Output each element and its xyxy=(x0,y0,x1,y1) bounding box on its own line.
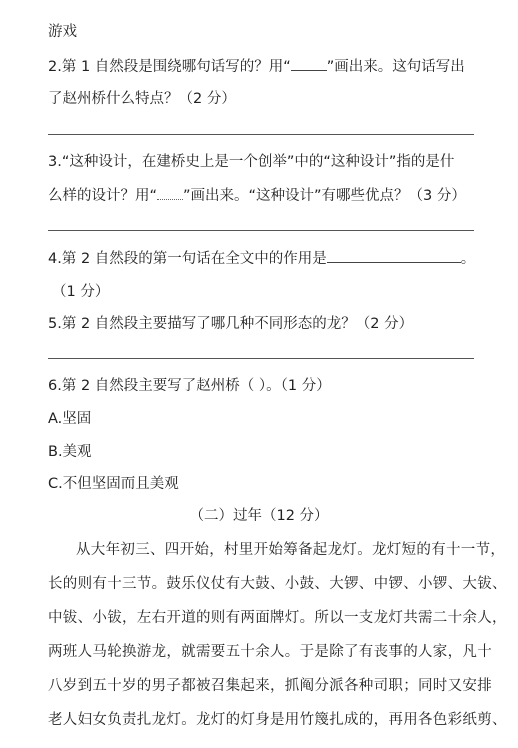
dotted-blank xyxy=(157,185,183,200)
question-6-line-1: 6.第 2 自然段主要写了赵州桥（ ）。（1 分） xyxy=(48,378,331,394)
question-2-line-2: 了赵州桥什么特点？（2 分） xyxy=(48,91,236,107)
question-2-line-1 xyxy=(48,56,465,77)
question-3-text-a: 么样的设计？用“ xyxy=(48,188,158,204)
answer-line[interactable] xyxy=(48,358,474,359)
passage-line: 老人妇女负责扎龙灯。龙灯的灯身是用竹篾扎成的，再用各色彩纸剪、 xyxy=(48,712,507,728)
option-b[interactable]: B.美观 xyxy=(48,444,92,460)
question-4-text-a: 4.第 2 自然段的第一句话在全文中的作用是 xyxy=(48,251,327,267)
question-4-line-2: （1 分） xyxy=(52,284,110,300)
answer-line[interactable] xyxy=(48,134,474,135)
answer-line[interactable] xyxy=(48,230,474,231)
question-3-line-1: 3.“这种设计，在建桥史上是一个创举”中的“这种设计”指的是什 xyxy=(48,154,455,170)
question-5-line-1: 5.第 2 自然段主要描写了哪几种不同形态的龙？（2 分） xyxy=(48,316,414,332)
passage-line: 长的则有十三节。鼓乐仪仗有大鼓、小鼓、大锣、中锣、小锣、大钹、 xyxy=(48,576,507,592)
passage-line: 中钹、小钹，左右开道的则有两面牌灯。所以一支龙灯共需二十余人， xyxy=(48,610,507,626)
question-2-text-b: ”画出来。这句话写出 xyxy=(326,59,465,75)
continued-text: 游戏 xyxy=(48,24,77,40)
passage-line: 两班人马轮换游龙，就需要五十余人。于是除了有丧事的人家，凡十 xyxy=(48,644,492,660)
option-a[interactable]: A.坚固 xyxy=(48,411,92,427)
underline-blank xyxy=(291,56,327,71)
option-c[interactable]: C.不但坚固而且美观 xyxy=(48,476,179,492)
passage-line: 八岁到五十岁的男子都被召集起来，抓阄分派各种司职；同时又安排 xyxy=(48,678,492,694)
question-3-line-2 xyxy=(48,185,466,206)
question-4-text-b: 。 xyxy=(460,251,476,267)
section-title: （二）过年（12 分） xyxy=(189,508,329,524)
passage-line: 从大年初三、四开始，村里开始筹备起龙灯。龙灯短的有十一节， xyxy=(76,542,506,558)
question-4-line-1 xyxy=(48,248,475,269)
question-3-text-b: ”画出来。“这种设计”有哪些优点？（3 分） xyxy=(183,188,466,204)
question-2-text-a: 2.第 1 自然段是围绕哪句话写的？用“ xyxy=(48,59,291,75)
answer-blank[interactable] xyxy=(327,248,461,263)
